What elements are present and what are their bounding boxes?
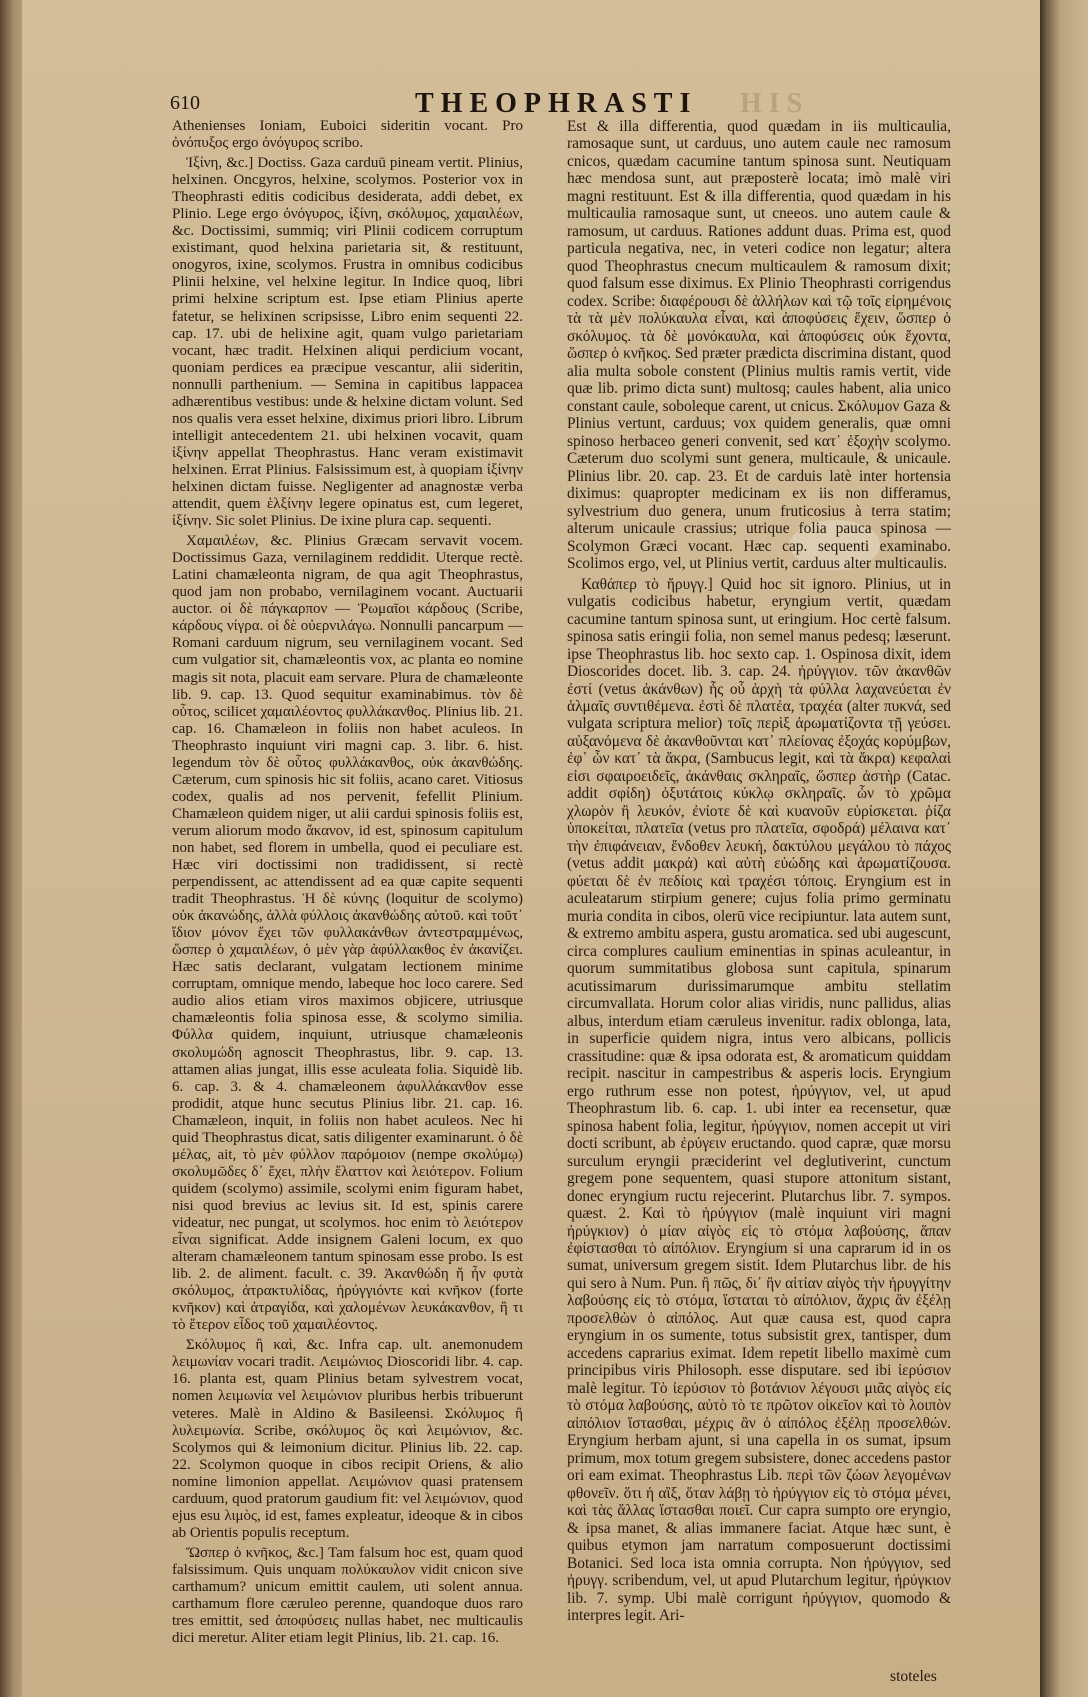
running-title: THEOPHRASTI	[415, 88, 698, 119]
paragraph: Athenienses Ioniam, Euboici sideritin vocant. Pro ὀνόπυξος ergo ὀνόγυρος scribo.	[172, 118, 523, 152]
paragraph: Σκόλυμος ἢ καὶ, &c. Infra cap. ult. anemonudem λειμωνίαν vocari tradit. Λειμώνιος Dioscoridi libr. 4. cap. 16. planta est, quam Plinius betam sylvestrem vocat, nomen λειμωνία vel λειμώνιον pluribus herbis tribuerunt veteres. Malè in Aldino & Basileensi. Σκόλυμος ἢ λυλειμωνία. Scribe, σκόλυμος ὃς καὶ λειμώνιον, &c. Scolymos qui & leimonium dicitur. Plinius lib. 22. cap. 22. Scolymon quoque in cibos recipit Oriens, & alio nomine limonion appellat. Λειμώνιον quasi pratensem carduum, quod pratorum gaudium fit: vel λειμώνιον, quod ejus esu λιμὸς, id est, fames expleatur, ideoque & in cibos ab Orientis populis receptum.	[172, 1337, 523, 1541]
paragraph: Ἰξίνη, &c.] Doctiss. Gaza carduū pineam vertit. Plinius, helxinen. Oncgyros, helxine, scolymos. Posterior vox in Theophrasti editis codicibus desiderata, addi debet, ex Plinio. Lege ergo ὀνόγυρος, ἰξίνη, σκόλυμος, χαμαιλέων, &c. Doctissimi, summiq; viri Plinii codicem corruptum existimant, quod helxina parietaria sit, & restituunt, onogyros, ixine, scolymos. Frustra in omnibus codicibus Plinii helxine, vel helxine legitur. In Indice quoq, libri primi helxine scriptum est. Ipse etiam Plinius aperte fatetur, se helixinen scripsisse, Libro enim sequenti 22. cap. 17. ubi de helixine agit, quam vulgo parietariam vocant, hæc tradit. Helxinen aliqui perdicium vocant, quoniam perdices ea præcipue vescantur, alii sideritin, nonnulli parthenium. — Semina in capitibus lappacea adhærentibus vestibus: unde & helxine dictam volunt. Sed nos qualis vera esset helxine, diximus priori libro. Librum intelligit antecedentem 21. ubi helxinen vocavit, quam ἰξίνην appellat Theophrastus. Hanc veram existimavit helxinen. Errat Plinius. Falsissimum est, à quopiam ἰξίνην helxinen dictam fuisse. Negligenter ad anagnostæ verba attendit, quem ἑλξίνην legere opinatus est, cum legeret, ἰξίνην. Sic solet Plinius. De ixine plura cap. sequenti.	[172, 155, 523, 530]
paragraph: Ὥσπερ ὁ κνῆκος, &c.] Tam falsum hoc est, quam quod falsissimum. Quis unquam πολύκαυλον vidit cnicon sive carthamum? unicum emittit caulem, uti solent annua. carthamum flore cæruleo perenne, quandoque duos raro tres emittit, sed ἀποφύσεις nullas habet, nec multicaulis dici meretur. Aliter etiam legit Plinius, lib. 21. cap. 16.	[172, 1544, 523, 1647]
catchword: stoteles	[890, 1668, 937, 1685]
left-column	[172, 118, 523, 1650]
page-number: 610	[170, 92, 200, 114]
paragraph: Est & illa differentia, quod quædam in iis multicaulia, ramosaque sunt, ut carduus, uno autem caule nec ramosum cnicos, quædam cacumine tantum spinosa sunt. Neutiquam hæc mendosa sunt, aut præposterè locata; imò malè viri magni restituunt. Est & illa differentia, quod quædam in his multicaulia ramosaque sunt, ut cneeos. uno autem caule & ramosum, ut carduus. Rationes addunt duas. Prima est, quod particula negativa, nec, in veteri codice non legatur; altera quod Theophrastus cnecum multicaulem & ramosum dixit; quod falsum esse diximus. Ex Plinio Theophrasti corrigendus codex. Scribe: διαφέρουσι δὲ ἀλλήλων καὶ τῷ τοῖς εἰρημένοις τὰ τὰ μὲν πολύκαυλα εἶναι, καὶ ἀποφύσεις ἔχειν, ὥσπερ ὁ σκόλυμος. τὰ δὲ μονόκαυλα, καὶ ἀποφύσεις οὐκ ἔχοντα, ὥσπερ ὁ κνῆκος. Sed præter prædicta discrimina distant, quod alia multa sobole constent (Plinius multis ramis vertit, vide quæ lib. primo dicta sunt) multosq; caules habent, alia unico constant caule, soboleque carent, ut cnicus. Σκόλυμον Gaza & Plinius vertunt, carduus; vox quidem generalis, quæ omni spinoso herbaceo generi convenit, sed κατ᾽ ἐξοχὴν scolymo. Cæterum duo scolymi sunt genera, multicaule, & unicaule. Plinius libr. 20. cap. 23. Et de carduis latè inter hortensia diximus: quapropter medicinam ex iis non differamus, sylvestrium duo genera, unum fruticosius à terra statim; alterum unicaule crassius; utrique folia pauca spinosa — Scolymon Græci vocant. Hæc cap. sequenti examinabo. Scolimos ergo, vel, ut Plinius vertit, carduus alter multicaulis.	[567, 118, 951, 573]
book-gutter	[1040, 0, 1088, 1697]
right-column	[567, 118, 951, 1628]
show-through-text: HIS	[740, 88, 810, 119]
paragraph: Καθάπερ τὸ ἤρυγγ.] Quid hoc sit ignoro. Plinius, ut in vulgatis codicibus habetur, eryngium vertit, quædam cacumine tantum spinosa sunt, ut eringium. Hoc certè falsum. spinosa satis eringii folia, non semel manus pedesq; læserunt. ipse Theophrastus lib. hoc sexto cap. 1. Ospinosa dixit, idem Dioscorides docet. lib. 3. cap. 24. ἠρύγγιον. τῶν ἀκανθῶν ἐστί (vetus ἀκάνθων) ἧς οὖ ἀρχὴ τὰ φύλλα λαχανεύεται ἐν ἁλμαῖς συντιθέμενα. ἐστὶ δὲ πλατέα, τραχέα (alter πυκνά, sed vulgata scriptura melior) τοῖς περὶξ ἀρωματίζοντα τῇ γεύσει. αὐξανόμενα δὲ ἀκανθοῦνται κατ᾽ πλείονας ἐξοχάς κορύμβων, ἐφ᾽ ὧν κατ᾽ τὰ ἄκρα, (Sambucus legit, καὶ τὰ ἄκρα) κεφαλαὶ εἰσι σφαιροειδεῖς, ἀκάνθαις σκληραῖς, ὥσπερ ἀστὴρ (Catac. addit σφίδη) ὀξυτάτοις κύκλῳ σκληραῖς. ὧν τὸ χρῶμα χλωρὸν ἢ λευκόν, ἐνίοτε δὲ καὶ κυανοῦν εὑρίσκεται. ῥίζα ὑποκείται, πλατεῖα (vetus pro πλατεῖα, σφοδρά) μέλαινα κατ᾽ τὴν ἐπιφάνειαν, ἔνδοθεν λευκή, δακτύλου μεγάλου τὸ πάχος (vetus addit μακρά) καὶ αὐτὴ εὐώδης καὶ ἀρωματίζουσα. φύεται δὲ ἐν πεδίοις καὶ τραχέσι τόποις. Eryngium est in aculeatarum stirpium genere; cujus folia primo germinatu muria condita in cibos, olerū vice recipiuntur. lata autem sunt, & extremo ambitu aspera, gustu aromatica. sed ubi augescunt, circa complures caulium eminentias in spinas aculeantur, in quorum summitatibus globosa sunt capitula, spinarum acutissimarum durissimarumque ambitu stellatim circumvallata. Horum color alias viridis, nunc pallidus, alias albus, interdum etiam cæruleus invenitur. radix oblonga, lata, in superficie quidem nigra, intus vero albicans, pollicis crassitudine: quæ & ipsa odorata est, & aromaticum quiddam recipit. nascitur in campestribus & asperis locis. Eryngium ergo ruthrum esse non potest, ἠρύγγιον, vel, ut apud Theophrastum lib. 6. cap. 1. ubi inter ea recensetur, quæ spinosa habent folia, legitur, ἠρύγγιον, nomen accepit ut viri docti scribunt, ab ἐρύγειν eructando. quod capræ, quæ morsu surculum eryngii præciderint vel deglutiverint, cunctum gregem pone sequentem, quasi stupore attonitum sistant, donec eryngium ructu rejecerint. Plutarchus libr. 7. sympos. quæst. 2. Καὶ τὸ ἠρύγγιον (malè inquiunt viri magni ἠρύγκιον) ὁ μίαν αἰγὸς εἰς τὸ στόμα λαβούσης, ἅπαν ἐφίστασθαι τὸ αἰπόλιον. Eryngium si una caprarum id in os sumat, universum gregem sistit. Idem Plutarchus libr. de his qui sero à Num. Pun. ἢ πῶς, δι᾽ ἣν αἰτίαν αἰγὸς τὴν ἠρυγγίτην λαβούσης εἰς τὸ στόμα, ἵσταται τὸ αἰπόλιον, ἄχρις ἂν ἐξέλῃ προσελθὼν ὁ αἰπόλος. Aut quæ causa est, quod capra eryngium in os sumente, totus subsistit grex, tantisper, dum accedens caprarius eximat. Idem repetit libello maximè cum principibus viris Philosoph. esse disputare. sed ibi ἰερύσιον malè legitur. Τὸ ἰερύσιον τὸ βοτάνιον λέγουσι μιᾶς αἰγὸς εἰς τὸ στόμα λαβούσης, αὐτὸ τὸ τε πρῶτον οἰκεῖον καὶ τὸ λοιπὸν αἰπόλιον ἵστασθαι, μέχρις ἂν ὁ αἰπόλος ἐξέλῃ προσελθών. Eryngium herbam ajunt, si una capella in os sumat, ipsum primum, mox totum gregem subsistere, donec accedens pastor ori eam eximat. Theophrastus Lib. περὶ τῶν ζώων λεγομένων φθονεῖν. ὅτι ἡ αἲξ, ὅταν λάβῃ τὸ ἠρύγγιον εἰς τὸ στόμα μένει, καὶ τὰς ἄλλας ἵστασθαι ποιεῖ. Cur capra sumpto ore eryngio, & ipsa manet, & alias immanere faciat. Atque hæc sunt, è quibus etymon jam narratum composuerunt doctissimi Botanici. Sed loca ista omnia corrupta. Non ἠρύγγιον, sed ἠρυγγ. scribendum, vel, ut apud Plutarchum legitur, ἠρύγκιον lib. 7. symp. Ubi malè corrigunt ἠρύγγιον, quomodo & interpres legit. Ari-	[567, 575, 951, 1625]
paragraph: Χαμαιλέων, &c. Plinius Græcam servavit vocem. Doctissimus Gaza, vernilaginem reddidit. Uterque rectè. Latini chamæleonta nigram, de qua agit Theophrastus, quod jam non probabo, vernilaginem vocant. Auctuarii auctor. οἱ δὲ πάγκαρπον — Ῥωμαῖοι κάρδους (Scribe, κάρδους νίγρα. οἱ δὲ οὐερνιλάγω. Nonnulli pancarpum — Romani carduum nigrum, seu vernilaginem vocant. Sed cum vulgatior sit, chamæleontis vox, ac planta eo nomine magis sit nota, placuit eam servare. Plura de chamæleonte lib. 9. cap. 13. Quod sequitur examinabimus. τὸν δὲ οὗτος, scilicet χαμαιλέοντος φυλλάκανθος. Plinius lib. 21. cap. 16. Chamæleon in foliis non habet aculeos. In Theophrasto inquiunt viri magni cap. 3. libr. 6. hist. legendum τὸν δὲ οὗτος φυλλάκανθος, οὐκ ἀκανθώδης. Cæterum, cum spinosis hic sit foliis, acano caret. Vitiosus codex, qualis ad nos pervenit, fefellit Plinium. Chamæleon quidem niger, ut alii cardui spinosis foliis est, verum aliorum modo ἄκανον, id est, spinosum capitulum non habet, sed florem in umbella, quod ei peculiare est. Hæc viri doctissimi non tradidissent, si rectè perpendissent, ac attendissent ad ea quæ capite sequenti tradit Theophrastus. Ἡ δὲ κύνης (loquitur de scolymo) οὐκ ἀκανώδης, ἀλλὰ φύλλοις ἀκανθώδης αὐτοῦ. καὶ τοῦτ᾽ ἴδιον μόνον ἔχει τῶν φυλλακάνθων ἀντεστραμμένως, ὥσπερ ὁ χαμαιλέων, ὁ μὲν γὰρ ἀφύλλακθος ἐν ἀκανίζει. Hæc satis declarant, vulgatam lectionem minime corruptam, omnique mendo, labeque hoc loco carere. Sed audio alios etiam viros maximos objicere, utriusque chamæleontis folia spinosa esse, & scolymo similia. Φύλλα quidem, inquiunt, utriusque chamæleonis σκολυμώδη agnoscit Theophrastus, libr. 9. cap. 13. attamen alias jungat, illis esse aculeata folia. Siquidè lib. 6. cap. 3. & 4. chamæleonem ἀφυλλάκανθον esse prodidit, atque hunc secutus Plinius libr. 21. cap. 16. Chamæleon, inquit, in foliis non habet aculeos. Nec hi quid Theophrastus dicat, satis diligenter examinarunt. ὁ δὲ μέλας, ait, τὸ μὲν φύλλον παρόμοιον (nempe σκολύμῳ) σκολυμῶδες δ᾽ ἔχει, πλὴν ἔλαττον καὶ λειότερον. Folium quidem (scolymo) assimile, scolymi enim figuram habet, nisi quod brevius ac levius sit. Id est, spinis carere videatur, nec pungat, ut scolymos. hoc enim τὸ λειότερον εἶναι significat. Adde insignem Galeni locum, ex quo alteram chamæleonem tantum spinosam esse probo. Is est lib. 2. de aliment. facult. c. 39. Ἀκανθώδη ἤ ἦν φυτὰ σκόλυμος, ἀτρακτυλίδας, ἠρύγγιόντε καὶ κνῆκον (forte κνῆκον) καὶ ἀτραγίδα, καὶ χαλομένων λευκάκανθον, ἢ τι τὸ ἕτερον εἶδος τοῦ χαμαιλέοντος.	[172, 533, 523, 1334]
